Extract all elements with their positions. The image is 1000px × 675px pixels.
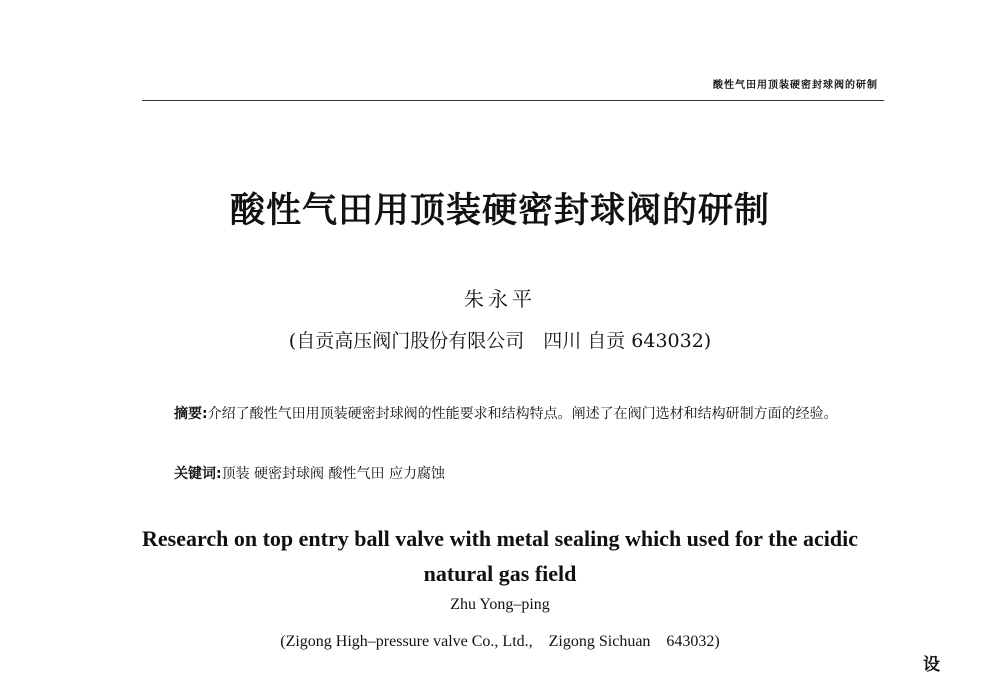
- abstract-text: 介绍了酸性气田用顶装硬密封球阀的性能要求和结构特点。阐述了在阀门选材和结构研制方面的经验。: [207, 406, 838, 422]
- title-english: Research on top entry ball valve with metal sealing which used for the acidic natural gas field: [142, 526, 858, 586]
- abstract-block: [142, 402, 884, 426]
- side-section-label: 设: [923, 655, 940, 675]
- keywords-label: 关键词:: [174, 466, 222, 482]
- author-chinese: 朱永平: [464, 287, 536, 311]
- keywords-text: 顶装 硬密封球阀 酸性气田 应力腐蚀: [221, 466, 445, 482]
- running-header: 酸性气田用顶装硬密封球阀的研制: [713, 80, 878, 91]
- keywords-line: [174, 463, 445, 483]
- title-chinese: 酸性气田用顶装硬密封球阀的研制: [229, 190, 770, 231]
- header-rule: [142, 100, 884, 101]
- author-english: Zhu Yong–ping: [450, 596, 550, 613]
- affiliation-chinese: (自贡高压阀门股份有限公司 四川 自贡 643032): [288, 330, 712, 352]
- affiliation-english: (Zigong High–pressure valve Co., Ltd., Zigong Sichuan 643032): [280, 633, 720, 650]
- abstract-label: 摘要:: [174, 406, 208, 422]
